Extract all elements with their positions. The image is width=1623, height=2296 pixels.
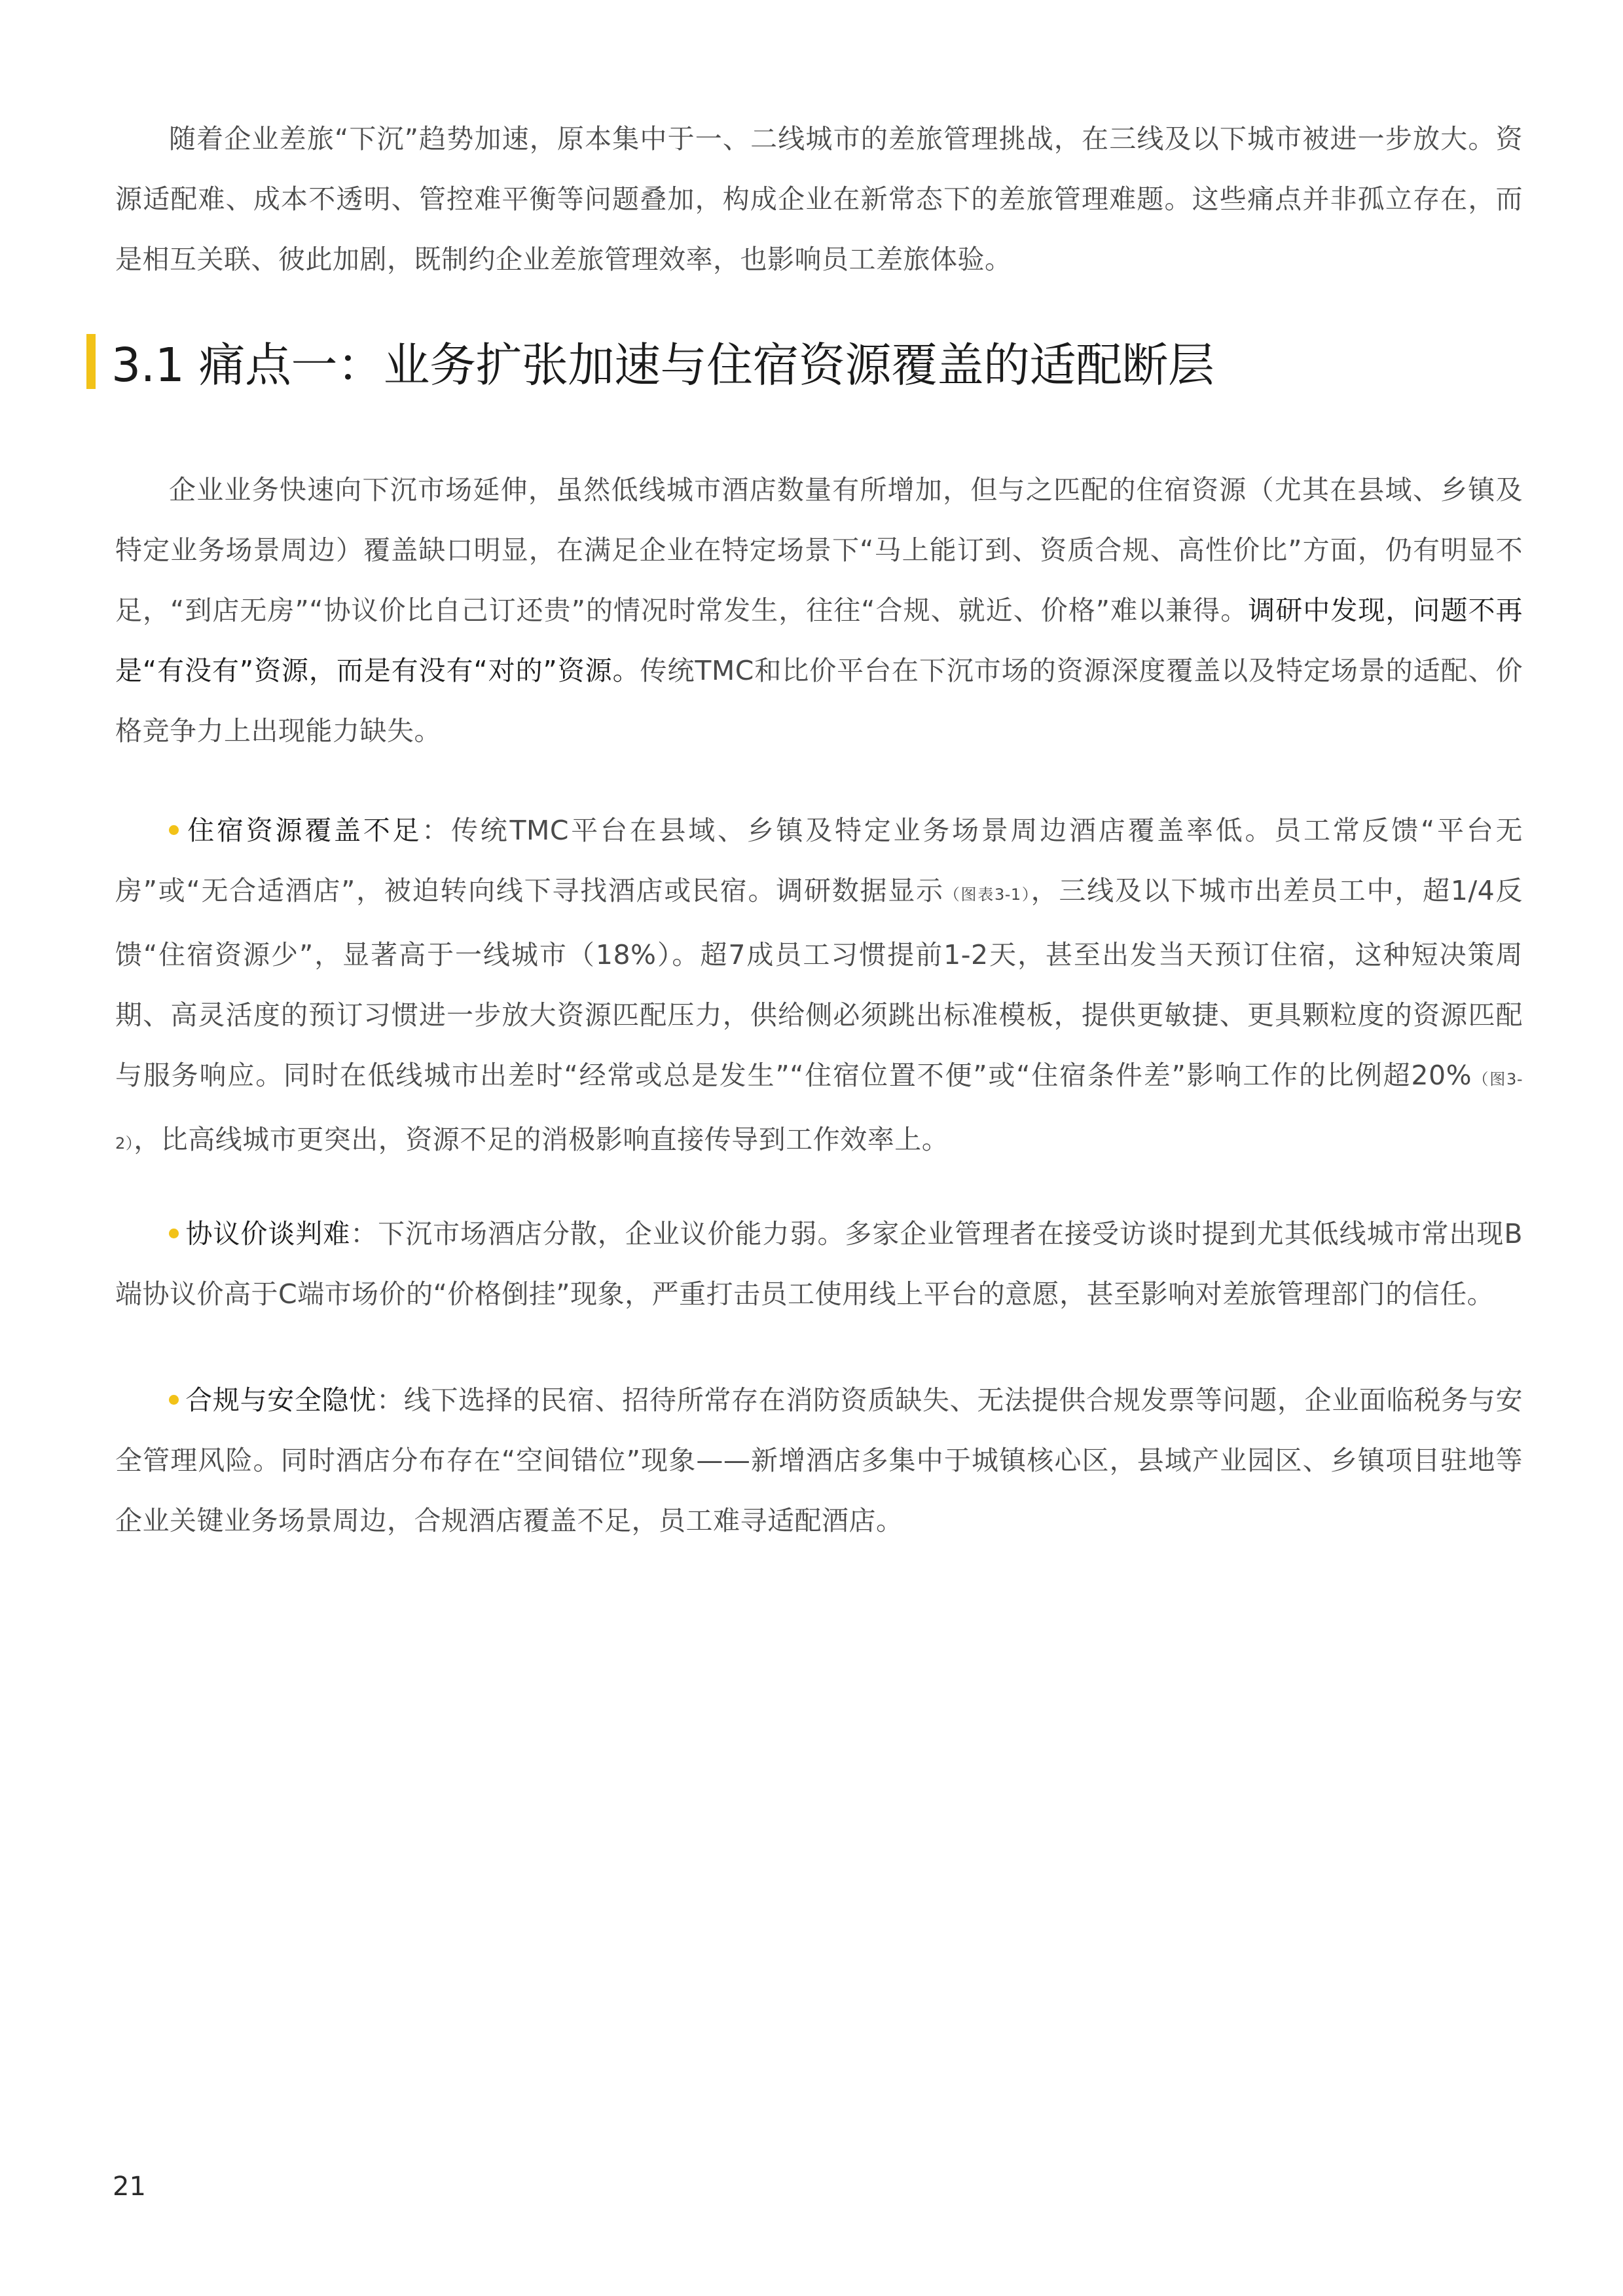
figure-reference: （图3-2） [115, 1070, 1523, 1153]
bullet-label: 合规与安全隐忧 [185, 1384, 377, 1416]
paragraph-highlight: 调研中发现，问题不再是“有没有”资源，而是有没有“对的”资源。 [115, 595, 1523, 686]
bullet-label: 协议价谈判难 [185, 1218, 351, 1250]
body-paragraph [115, 460, 1523, 761]
bullet-text: ：下沉市场酒店分散，企业议价能力弱。多家企业管理者在接受访谈时提到尤其低线城市常出现B端协议价高于C端市场价的“价格倒挂”现象，严重打击员工使用线上平台的意愿，甚至影响对差旅管理部门的信任。 [115, 1218, 1523, 1310]
section-heading [86, 330, 1214, 393]
paragraph-text-continued: 传统TMC和比价平台在下沉市场的资源深度覆盖以及特定场景的适配、价格竞争力上出现能力缺失。 [115, 655, 1523, 747]
heading-accent-bar [86, 334, 96, 389]
bullet-dot-icon [169, 1229, 179, 1238]
figure-reference: （图表3-1） [943, 885, 1031, 904]
bullet-text: ：线下选择的民宿、招待所常存在消防资质缺失、无法提供合规发票等问题，企业面临税务与安全管理风险。同时酒店分布存在“空间错位”现象——新增酒店多集中于城镇核心区，县域产业园区、乡镇项目驻地等企业关键业务场景周边，合规酒店覆盖不足，员工难寻适配酒店。 [115, 1384, 1523, 1536]
bullet-text: ：传统TMC平台在县域、乡镇及特定业务场景周边酒店覆盖率低。员工常反馈“平台无房”或“无合适酒店”，被迫转向线下寻找酒店或民宿。调研数据显示 [115, 815, 1523, 906]
bullet-item-compliance [115, 1370, 1523, 1551]
bullet-item-negotiation [115, 1204, 1523, 1324]
intro-paragraph [115, 109, 1523, 289]
bullet-dot-icon [169, 1395, 179, 1405]
bullet-text-continued: ，三线及以下城市出差员工中，超1/4反馈“住宿资源少”，显著高于一线城市（18%）。超7成员工习惯提前1-2天，甚至出发当天预订住宿，这种短决策周期、高灵活度的预订习惯进一步放大资源匹配压力，供给侧必须跳出标准模板，提供更敏捷、更具颗粒度的资源匹配与服务响应。同时在低线城市出差时“经常或总是发生”“住宿位置不便”或“住宿条件差”影响工作的比例超20% [115, 875, 1523, 1091]
bullet-item-lodging-coverage [115, 800, 1523, 1174]
bullet-text-end: ，比高线城市更突出，资源不足的消极影响直接传导到工作效率上。 [134, 1124, 949, 1155]
intro-text: 随着企业差旅“下沉”趋势加速，原本集中于一、二线城市的差旅管理挑战，在三线及以下城市被进一步放大。资源适配难、成本不透明、管控难平衡等问题叠加，构成企业在新常态下的差旅管理难题。这些痛点并非孤立存在，而是相互关联、彼此加剧，既制约企业差旅管理效率，也影响员工差旅体验。 [115, 123, 1523, 275]
bullet-label: 住宿资源覆盖不足 [185, 815, 422, 846]
page-number: 21 [113, 2172, 146, 2202]
paragraph-text: 企业业务快速向下沉市场延伸，虽然低线城市酒店数量有所增加，但与之匹配的住宿资源（尤其在县域、乡镇及特定业务场景周边）覆盖缺口明显，在满足企业在特定场景下“马上能订到、资质合规、高性价比”方面，仍有明显不足，“到店无房”“协议价比自己订还贵”的情况时常发生，往往“合规、就近、价格”难以兼得。 [115, 474, 1523, 626]
bullet-dot-icon [169, 825, 179, 835]
section-title: 3.1 痛点一：业务扩张加速与住宿资源覆盖的适配断层 [111, 338, 1214, 392]
